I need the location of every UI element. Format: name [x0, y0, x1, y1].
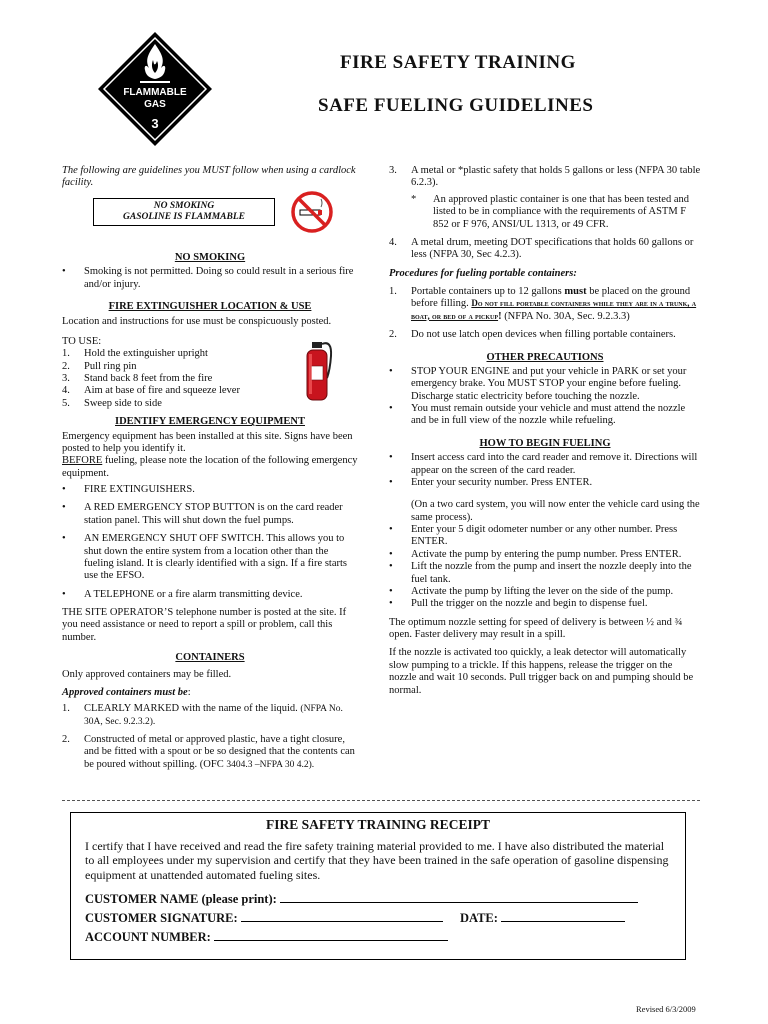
no-smoking-heading: NO SMOKING — [174, 252, 246, 263]
fueling-step: • Enter your 5 digit odometer number or any other number. Press ENTER. — [389, 524, 678, 548]
title-line-1: FIRE SAFETY TRAINING — [340, 52, 576, 73]
emergency-equipment-item: • AN EMERGENCY SHUT OFF SWITCH. This allows you to shut down the entire system from a location other than the fueling island. It is clearly identified with a sign. If a fire starts use the EFSO. — [62, 533, 348, 582]
flammable-gas-diamond-logo — [96, 30, 214, 148]
extinguisher-intro: Location and instructions for use must be conspicuously posted. — [62, 315, 332, 327]
title-line-2: SAFE FUELING GUIDELINES — [318, 95, 594, 116]
to-use-step: 1. Hold the extinguisher upright — [62, 348, 208, 360]
container-item-3: 3. A metal or *plastic safety that holds 5 gallons or less (NFPA 30 table 6.2.3). — [389, 165, 701, 189]
emergency-equipment-item: • A TELEPHONE or a fire alarm transmitting device. — [62, 588, 303, 600]
containers-heading: CONTAINERS — [175, 652, 245, 664]
left-column — [62, 165, 358, 190]
logo-text-line2: GAS — [144, 99, 166, 110]
account-number-label: ACCOUNT NUMBER: — [85, 929, 211, 944]
container-item: 2. Constructed of metal or approved plastic, have a tight closure, and be fitted with a spout or be so designed that the contents can be poured without spilling. (OFC 3404.3 –NFPA 30 4.2). — [62, 734, 355, 770]
leak-detector-text: If the nozzle is activated too quickly, a leak detector will automatically slow pumping to a trickle. If this happens, release the trigger on the nozzle and wait 10 seconds. Pull trigger back on and pumping should be normal. — [389, 647, 694, 696]
precaution-item: • STOP YOUR ENGINE and put your vehicle in PARK or set your emergency brake. You MUST STOP your engine before fueling. Discharge static electricity before touching the nozzle. — [389, 365, 687, 402]
to-use-label: TO USE: — [62, 335, 102, 347]
customer-name-row — [85, 892, 685, 907]
fueling-step: • Activate the pump by entering the pump number. Press ENTER. — [389, 548, 682, 560]
no-smoking-bullet: Smoking is not permitted. Doing so could result in a serious fire and/or injury. — [84, 266, 354, 290]
no-smoking-warning-box — [93, 198, 275, 226]
containers-intro: Only approved containers may be filled. — [62, 668, 232, 680]
fueling-step: • Activate the pump by lifting the lever on the side of the pump. — [389, 585, 674, 597]
to-use-step: 4. Aim at base of fire and squeeze lever — [62, 385, 240, 397]
precaution-item: • You must remain outside your vehicle and must attend the nozzle and be in full view of the nozzle while refueling. — [389, 403, 686, 427]
customer-name-field[interactable] — [280, 902, 638, 903]
date-field[interactable] — [501, 921, 625, 922]
operator-note: THE SITE OPERATOR’S telephone number is posted at the site. If you need assistance or need to report a spill or problem, call this number. — [62, 607, 347, 643]
container-reference: 3404.3 –NFPA 30 4.2). — [226, 759, 315, 770]
containers-subheading — [62, 687, 358, 699]
to-use-step: 5. Sweep side to side — [62, 397, 162, 409]
receipt-body: I certify that I have received and read the fire safety training material provided to me. I have also distributed the material to all employees under my supervision and certify that they have been trained in the safe operation of gasoline dispensing equipment at unattended automated fueling sites. — [85, 838, 669, 882]
precautions-list — [389, 366, 701, 428]
revised-date: Revised 6/3/2009 — [636, 1004, 696, 1014]
no-smoking-sign-icon — [290, 190, 334, 238]
containers-sub-text: Approved containers must be — [62, 686, 188, 698]
emergency-equipment-list — [62, 484, 358, 601]
customer-signature-row — [85, 911, 685, 926]
emergency-heading: IDENTIFY EMERGENCY EQUIPMENT — [115, 416, 305, 428]
two-card-note: (On a two card system, you will now enter the vehicle card using the same process). — [411, 499, 700, 523]
begin-fueling-list-b — [389, 524, 701, 611]
fueling-step: • Pull the trigger on the nozzle and begin to dispense fuel. — [389, 598, 648, 610]
plastic-container-note: * An approved plastic container is one that has been tested and listed to be in compliance with the requirements of ASTM F 852 or F 976, ANSI/UL 1313, or 49 CFR. — [411, 193, 689, 230]
portable-heading: Procedures for fueling portable containers: — [389, 267, 577, 279]
emergency-equipment-item: • FIRE EXTINGUISHERS. — [62, 484, 195, 495]
fire-extinguisher-icon — [300, 338, 334, 408]
customer-signature-label: CUSTOMER SIGNATURE: — [85, 910, 238, 925]
container-item-4: 4. A metal drum, meeting DOT specifications that holds 60 gallons or less (NFPA 30, Sec 4.2.3). — [389, 236, 694, 261]
portable-item-2: 2. Do not use latch open devices when filling portable containers. — [389, 329, 676, 341]
extinguisher-heading: FIRE EXTINGUISHER LOCATION & USE — [108, 301, 312, 313]
before-paragraph — [62, 455, 358, 480]
warning-box-line2: GASOLINE IS FLAMMABLE — [123, 211, 245, 222]
list-item: • Smoking is not permitted. Doing so could result in a serious fire and/or injury. — [62, 266, 358, 291]
intro-text: The following are guidelines you MUST follow when using a cardlock facility. — [62, 165, 356, 189]
begin-fueling-heading: HOW TO BEGIN FUELING — [479, 437, 611, 449]
warning-box-line1: NO SMOKING — [153, 201, 215, 211]
emergency-equipment-item: • A RED EMERGENCY STOP BUTTON is on the card reader station panel. This will shut down the fuel pumps. — [62, 502, 343, 526]
fueling-step: • Lift the nozzle from the pump and insert the nozzle deeply into the fuel tank. — [389, 561, 692, 585]
logo-class-number: 3 — [151, 116, 159, 131]
right-column — [389, 165, 701, 697]
dashed-divider — [62, 800, 700, 801]
container-item: 1. CLEARLY MARKED with the name of the liquid. (NFPA No. 30A, Sec. 9.2.3.2). — [62, 703, 343, 727]
fueling-step: • Insert access card into the card reader and remove it. Directions will appear on the screen of the card reader. — [389, 452, 698, 476]
optimum-setting-text: The optimum nozzle setting for speed of delivery is between ½ and ¾ open. Faster delivery may result in a spill. — [389, 616, 683, 640]
account-number-row — [85, 930, 685, 945]
precautions-heading: OTHER PRECAUTIONS — [486, 351, 604, 363]
to-use-step: 3. Stand back 8 feet from the fire — [62, 373, 213, 384]
portable-warning: Do not fill portable containers while they are in a trunk, a boat, or bed of a pickup — [411, 298, 697, 321]
emergency-intro: Emergency equipment has been installed at this site. Signs have been posted to help you identify it. — [62, 430, 353, 454]
to-use-step: 2. Pull ring pin — [62, 360, 137, 372]
left-column-body — [62, 246, 358, 777]
training-receipt-box — [70, 812, 686, 960]
containers-sub-colon: : — [187, 686, 191, 698]
portable-item-1: 1. Portable containers up to 12 gallons must be placed on the ground before filling. Do not fill portable containers while they are in a trunk, a boat, or bed of a pickup! (NFPA No. 30A, Sec. 9.2.3.3) — [389, 286, 697, 322]
date-label: DATE: — [459, 910, 498, 925]
logo-text-line1: FLAMMABLE — [123, 87, 187, 98]
containers-list — [62, 703, 358, 771]
customer-name-label: CUSTOMER NAME (please print): — [85, 892, 277, 907]
before-rest: fueling, please note the location of the following emergency equipment. — [62, 455, 358, 479]
receipt-title: FIRE SAFETY TRAINING RECEIPT — [266, 817, 490, 832]
begin-fueling-list-a — [389, 452, 701, 489]
account-number-field[interactable] — [214, 940, 448, 941]
fueling-step: • Enter your security number. Press ENTER. — [389, 476, 593, 488]
customer-signature-field[interactable] — [241, 921, 443, 922]
before-word: BEFORE — [62, 455, 103, 467]
container-reference: (NFPA No. 30A, Sec. 9.2.3.2). — [84, 704, 343, 727]
